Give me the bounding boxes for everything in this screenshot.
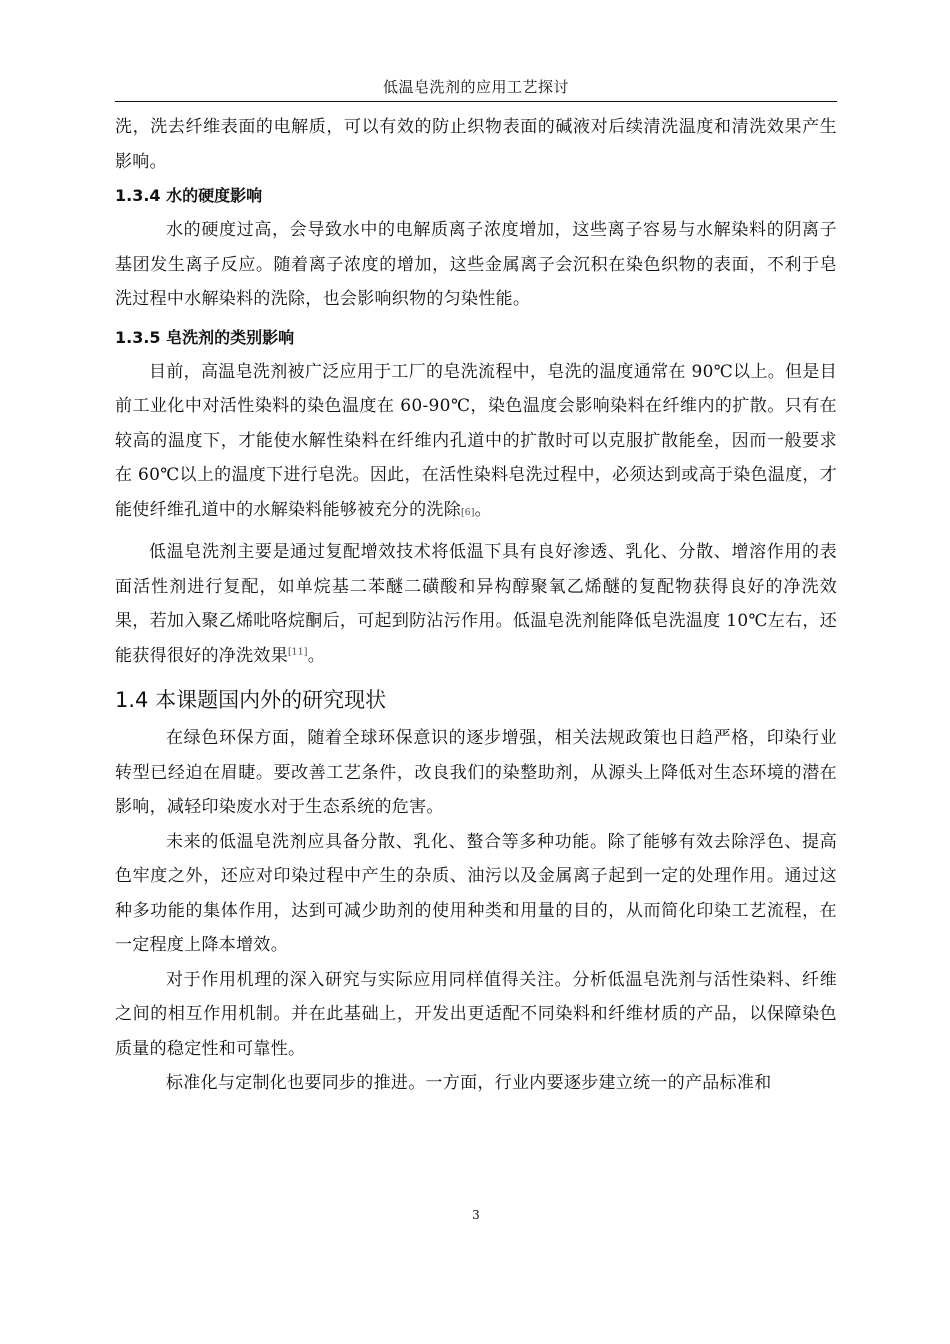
header-divider xyxy=(115,101,837,102)
paragraph-low-temp-agent xyxy=(115,535,837,673)
paragraph-water-hardness: 水的硬度过高，会导致水中的电解质离子浓度增加，这些离子容易与水解染料的阴离子基团发生离子反应。随着离子浓度的增加，这些金属离子会沉积在染色织物的表面，不利于皂洗过程中水解染料的洗除，也会影响织物的匀染性能。 xyxy=(115,220,837,309)
citation-11[interactable]: [11] xyxy=(288,646,308,657)
paragraph-continued: 洗，洗去纤维表面的电解质，可以有效的防止织物表面的碱液对后续清洗温度和清洗效果产生影响。 xyxy=(115,117,837,172)
paragraph-future-agent: 未来的低温皂洗剂应具备分散、乳化、螯合等多种功能。除了能够有效去除浮色、提高色牢度之外，还应对印染过程中产生的杂质、油污以及金属离子起到一定的处理作用。通过这种多功能的集体作用，达到可减少助剂的使用种类和用量的目的，从而简化印染工艺流程，在一定程度上降本增效。 xyxy=(115,831,837,955)
paragraph-text: 低温皂洗剂主要是通过复配增效技术将低温下具有良好渗透、乳化、分散、增溶作用的表面活性剂进行复配，如单烷基二苯醚二磺酸和异构醇聚氧乙烯醚的复配物获得良好的净洗效果，若加入聚乙烯吡咯烷酮后，可起到防沾污作用。低温皂洗剂能降低皂洗温度 10℃左右，还能获得很好的净洗效果 xyxy=(115,542,837,666)
paragraph-green-environment: 在绿色环保方面，随着全球环保意识的逐步增强，相关法规政策也日趋严格，印染行业转型已经迫在眉睫。要改善工艺条件，改良我们的染整助剂，从源头上降低对生态环境的潜在影响，减轻印染废水对于生态系统的危害。 xyxy=(115,728,837,817)
paragraph-end: 。 xyxy=(474,499,492,520)
paragraph-mechanism-research: 对于作用机理的深入研究与实际应用同样值得关注。分析低温皂洗剂与活性染料、纤维之间的相互作用机制。并在此基础上，开发出更适配不同染料和纤维材质的产品，以保障染色质量的稳定性和可靠性。 xyxy=(115,969,837,1059)
section-heading-1-3-5: 1.3.5 皂洗剂的类别影响 xyxy=(115,327,295,347)
paragraph-text: 目前，高温皂洗剂被广泛应用于工厂的皂洗流程中，皂洗的温度通常在 90℃以上。但是目前工业化中对活性染料的染色温度在 60-90℃，染色温度会影响染料在纤维内的扩散。只有在较高的温度下，才能使水解性染料在纤维内孔道中的扩散时可以克服扩散能垒，因而一般要求在 60℃以上的温度下进行皂洗。因此，在活性染料皂洗过程中，必须达到或高于染色温度，才能使纤维孔道中的水解染料能够被充分的洗除 xyxy=(115,361,837,520)
running-header: 低温皂洗剂的应用工艺探讨 xyxy=(382,78,569,96)
paragraph-soaping-agent-types xyxy=(115,355,837,531)
citation-6[interactable]: [6] xyxy=(461,507,475,518)
paragraph-standardization: 标准化与定制化也要同步的推进。一方面，行业内要逐步建立统一的产品标准和 xyxy=(166,1073,772,1093)
page-body xyxy=(115,110,837,1101)
page-number: 3 xyxy=(472,1208,480,1222)
section-heading-1-3-4: 1.3.4 水的硬度影响 xyxy=(115,186,263,205)
section-heading-1-4: 1.4 本课题国内外的研究现状 xyxy=(115,688,387,712)
paragraph-end: 。 xyxy=(307,645,325,666)
